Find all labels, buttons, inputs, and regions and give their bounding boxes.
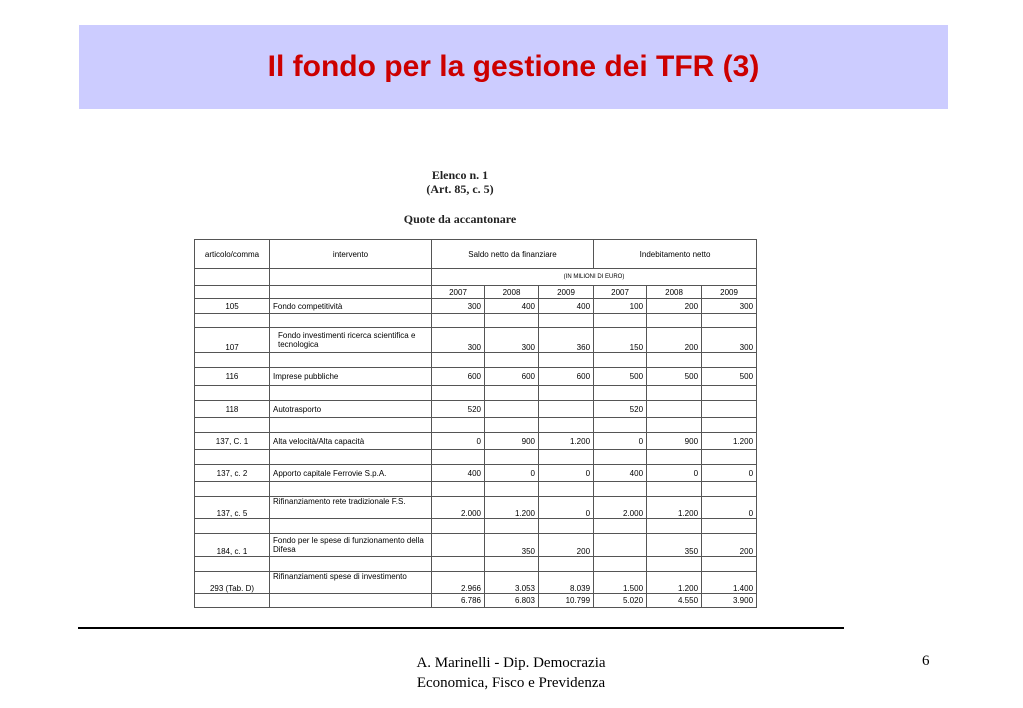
value-cell: 150 xyxy=(594,328,647,353)
total-cell: 10.799 xyxy=(539,594,594,608)
value-cell: 350 xyxy=(485,534,539,557)
footer-line-1: A. Marinelli - Dip. Democrazia xyxy=(416,655,606,671)
value-cell xyxy=(432,534,485,557)
articolo-cell: 105 xyxy=(195,299,270,314)
value-cell: 0 xyxy=(702,497,757,519)
value-cell: 520 xyxy=(594,401,647,418)
total-cell: 5.020 xyxy=(594,594,647,608)
articolo-cell: 293 (Tab. D) xyxy=(195,572,270,594)
spacer-row xyxy=(195,519,757,534)
value-cell xyxy=(539,401,594,418)
slide-title: Il fondo per la gestione dei TFR (3) xyxy=(267,50,760,83)
year-cell: 2008 xyxy=(485,286,539,299)
intervento-cell: Rifinanziamenti spese di investimento xyxy=(270,572,432,594)
articolo-cell: 107 xyxy=(195,328,270,353)
value-cell: 100 xyxy=(594,299,647,314)
quote-table xyxy=(194,239,757,608)
value-cell: 0 xyxy=(539,497,594,519)
value-cell: 900 xyxy=(647,433,702,450)
articolo-cell: 137, C. 1 xyxy=(195,433,270,450)
intervento-cell: Rifinanziamento rete tradizionale F.S. xyxy=(270,497,432,519)
totals-row xyxy=(195,594,757,608)
value-cell: 600 xyxy=(432,368,485,386)
years-row xyxy=(195,286,757,299)
value-cell: 3.053 xyxy=(485,572,539,594)
value-cell: 1.200 xyxy=(539,433,594,450)
value-cell: 0 xyxy=(647,465,702,482)
table-row xyxy=(195,299,757,314)
year-cell: 2009 xyxy=(539,286,594,299)
table-row xyxy=(195,401,757,418)
total-cell: 3.900 xyxy=(702,594,757,608)
spacer-row xyxy=(195,450,757,465)
total-cell: 4.550 xyxy=(647,594,702,608)
footer-author xyxy=(380,653,642,693)
header-intervento: intervento xyxy=(270,240,432,269)
value-cell xyxy=(647,401,702,418)
year-cell: 2007 xyxy=(594,286,647,299)
table-row xyxy=(195,368,757,386)
unit-note: (IN MILIONI DI EURO) xyxy=(432,269,757,286)
value-cell: 400 xyxy=(432,465,485,482)
intervento-cell: Fondo investimenti ricerca scientifica e tecnologica xyxy=(270,328,432,353)
value-cell: 200 xyxy=(539,534,594,557)
total-cell: 6.803 xyxy=(485,594,539,608)
document-heading-elenco: Elenco n. 1 xyxy=(431,168,489,182)
value-cell: 500 xyxy=(594,368,647,386)
table-row xyxy=(195,572,757,594)
table-row xyxy=(195,433,757,450)
value-cell xyxy=(485,401,539,418)
value-cell: 350 xyxy=(647,534,702,557)
year-cell: 2009 xyxy=(702,286,757,299)
value-cell: 2.966 xyxy=(432,572,485,594)
table-row xyxy=(195,497,757,519)
spacer-row xyxy=(195,418,757,433)
document-heading-articolo: (Art. 85, c. 5) xyxy=(426,182,494,196)
value-cell: 1.500 xyxy=(594,572,647,594)
value-cell: 1.200 xyxy=(702,433,757,450)
intervento-cell: Imprese pubbliche xyxy=(270,368,432,386)
intervento-cell: Fondo per le spese di funzionamento della Difesa xyxy=(270,534,432,557)
value-cell: 8.039 xyxy=(539,572,594,594)
value-cell: 600 xyxy=(539,368,594,386)
value-cell: 400 xyxy=(485,299,539,314)
header-saldo: Saldo netto da finanziare xyxy=(432,240,594,269)
articolo-cell: 137, c. 2 xyxy=(195,465,270,482)
table-row xyxy=(195,534,757,557)
value-cell: 0 xyxy=(539,465,594,482)
year-cell: 2008 xyxy=(647,286,702,299)
header-articolo: articolo/comma xyxy=(195,240,270,269)
spacer-row xyxy=(195,353,757,368)
spacer-row xyxy=(195,386,757,401)
value-cell: 900 xyxy=(485,433,539,450)
table-row xyxy=(195,328,757,353)
value-cell: 1.200 xyxy=(647,572,702,594)
intervento-cell: Apporto capitale Ferrovie S.p.A. xyxy=(270,465,432,482)
table-row xyxy=(195,465,757,482)
value-cell: 300 xyxy=(702,328,757,353)
value-cell: 300 xyxy=(702,299,757,314)
value-cell xyxy=(702,401,757,418)
value-cell: 200 xyxy=(647,299,702,314)
intervento-cell: Fondo competitività xyxy=(270,299,432,314)
spacer-row xyxy=(195,557,757,572)
articolo-cell: 137, c. 5 xyxy=(195,497,270,519)
value-cell: 300 xyxy=(432,328,485,353)
value-cell: 400 xyxy=(539,299,594,314)
value-cell: 0 xyxy=(432,433,485,450)
footer-line-2: Economica, Fisco e Previdenza xyxy=(416,675,606,691)
header-row xyxy=(195,240,757,269)
footer-divider xyxy=(78,627,844,629)
spacer-row xyxy=(195,482,757,497)
unit-row xyxy=(195,269,757,286)
total-cell: 6.786 xyxy=(432,594,485,608)
value-cell: 200 xyxy=(702,534,757,557)
header-indebitamento: Indebitamento netto xyxy=(594,240,757,269)
value-cell: 520 xyxy=(432,401,485,418)
value-cell: 1.400 xyxy=(702,572,757,594)
value-cell: 1.200 xyxy=(485,497,539,519)
value-cell: 300 xyxy=(432,299,485,314)
value-cell: 600 xyxy=(485,368,539,386)
intervento-cell: Alta velocità/Alta capacità xyxy=(270,433,432,450)
value-cell: 0 xyxy=(702,465,757,482)
intervento-cell: Autotrasporto xyxy=(270,401,432,418)
page-number: 6 xyxy=(922,653,930,669)
title-band xyxy=(79,25,948,109)
value-cell: 0 xyxy=(485,465,539,482)
year-cell: 2007 xyxy=(432,286,485,299)
value-cell: 400 xyxy=(594,465,647,482)
value-cell xyxy=(594,534,647,557)
articolo-cell: 118 xyxy=(195,401,270,418)
value-cell: 2.000 xyxy=(594,497,647,519)
value-cell: 500 xyxy=(647,368,702,386)
value-cell: 500 xyxy=(702,368,757,386)
value-cell: 2.000 xyxy=(432,497,485,519)
document-heading-quote: Quote da accantonare xyxy=(403,212,517,226)
articolo-cell: 116 xyxy=(195,368,270,386)
value-cell: 300 xyxy=(485,328,539,353)
value-cell: 360 xyxy=(539,328,594,353)
value-cell: 200 xyxy=(647,328,702,353)
value-cell: 1.200 xyxy=(647,497,702,519)
spacer-row xyxy=(195,314,757,328)
value-cell: 0 xyxy=(594,433,647,450)
articolo-cell: 184, c. 1 xyxy=(195,534,270,557)
